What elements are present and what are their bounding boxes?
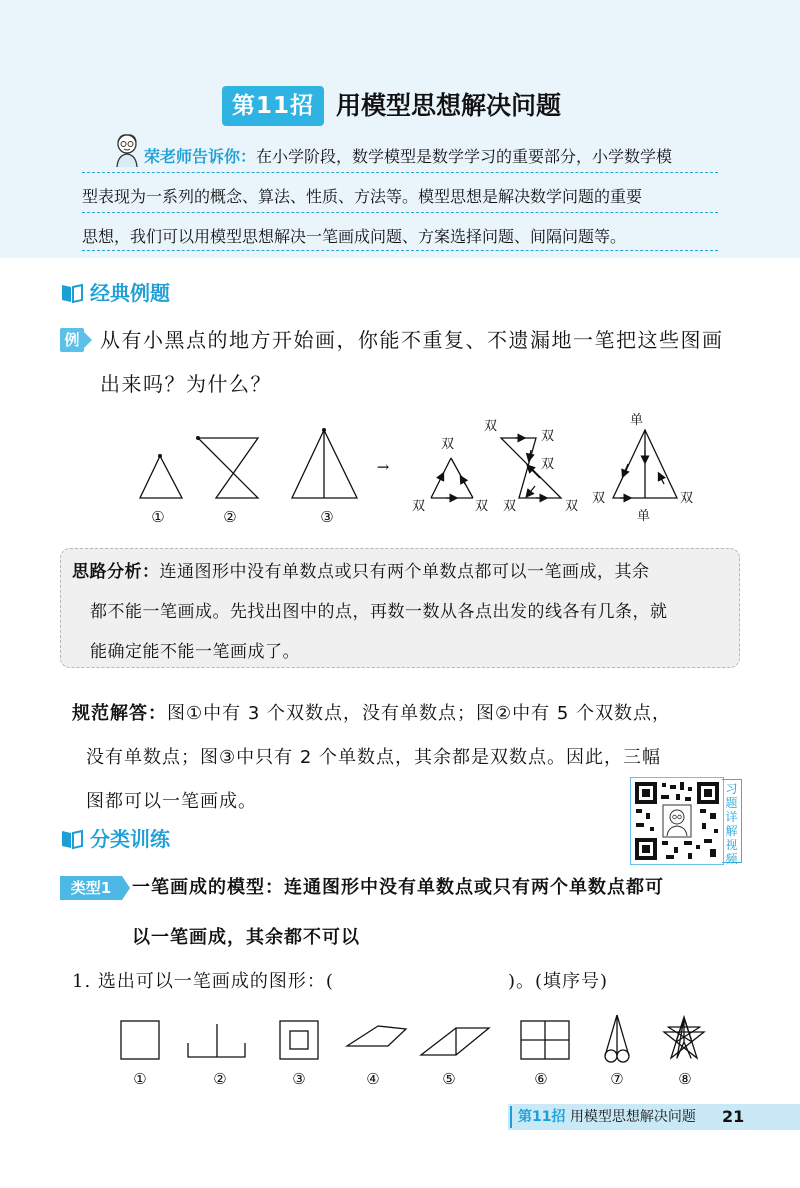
chapter-badge: 第11招 xyxy=(222,86,324,126)
footer-badge: 第11招 xyxy=(518,1109,566,1125)
even-label: 双 xyxy=(475,499,489,514)
even-label: 双 xyxy=(680,491,694,506)
even-label: 双 xyxy=(541,429,555,444)
start-dot xyxy=(158,454,162,458)
even-label: 双 xyxy=(592,491,606,506)
type-desc-line-2: 以一笔画成，其余都不可以 xyxy=(132,927,360,948)
answer-blank[interactable] xyxy=(372,966,502,998)
figure-quadrilateral xyxy=(347,1026,406,1046)
qr-video-tag: 习题详解视频 xyxy=(722,779,742,863)
even-label: 双 xyxy=(484,419,498,434)
even-label: 双 xyxy=(541,457,555,472)
solution-1 xyxy=(431,458,473,498)
book-icon xyxy=(60,282,84,304)
figure-label: ⑤ xyxy=(442,1070,456,1088)
answer-line-3: 图都可以一笔画成。 xyxy=(86,791,257,812)
figure-cone xyxy=(605,1015,629,1062)
solution-3 xyxy=(613,430,677,498)
analysis-line-3: 能确定能不能一笔画成了。 xyxy=(90,642,300,662)
start-dot xyxy=(196,436,200,440)
figure-parallelogram xyxy=(421,1028,489,1055)
tip-line-1: 在小学阶段，数学模型是数学学习的重要部分，小学数学模 xyxy=(256,147,673,166)
figure-label: ① xyxy=(151,508,165,526)
example-line-1: 从有小黑点的地方开始画，你能不重复、不遗漏地一笔把这些图画 xyxy=(100,328,724,352)
arrow-icon: → xyxy=(376,458,390,476)
figure-open-shape xyxy=(188,1024,245,1057)
footer-title: 用模型思想解决问题 xyxy=(569,1109,696,1125)
section-title-examples: 经典例题 xyxy=(90,281,170,305)
tip-line-3: 思想，我们可以用模型思想解决一笔画成问题、方案选择问题、间隔问题等。 xyxy=(82,227,627,246)
header-band xyxy=(0,0,800,258)
divider xyxy=(82,212,718,213)
badge-arrow xyxy=(122,876,130,900)
analysis-label: 思路分析： xyxy=(72,562,160,582)
odd-label: 单 xyxy=(637,509,651,524)
start-dot xyxy=(322,428,326,432)
answer-line-1: 图①中有 3 个双数点，没有单数点；图②中有 5 个双数点， xyxy=(167,703,672,724)
page-title: 用模型思想解决问题 xyxy=(336,91,562,120)
figure-label: ② xyxy=(223,508,237,526)
even-label: 双 xyxy=(412,499,426,514)
book-icon xyxy=(60,828,84,850)
figure-2 xyxy=(198,438,258,498)
figure-3 xyxy=(292,430,357,498)
question-1-suffix: )。(填序号) xyxy=(508,971,609,992)
badge-arrow xyxy=(84,332,92,348)
figure-label: ⑧ xyxy=(678,1070,692,1088)
even-label: 双 xyxy=(441,437,455,452)
example-badge: 例 xyxy=(60,328,84,352)
even-label: 双 xyxy=(565,499,579,514)
example-figures xyxy=(0,400,800,536)
type-desc-line-1: 一笔画成的模型：连通图形中没有单数点或只有两个单数点都可 xyxy=(132,877,664,898)
footer-separator xyxy=(510,1106,512,1128)
figure-label: ⑦ xyxy=(610,1070,624,1088)
tip-label: 荣老师告诉你： xyxy=(144,147,257,166)
figure-label: ③ xyxy=(292,1070,306,1088)
page-number: 21 xyxy=(722,1107,745,1126)
tip-line-2: 型表现为一系列的概念、算法、性质、方法等。模型思想是解决数学问题的重要 xyxy=(82,187,643,206)
figure-label: ③ xyxy=(320,508,334,526)
figure-label: ⑥ xyxy=(534,1070,548,1088)
example-line-2: 出来吗？为什么？ xyxy=(100,372,272,396)
figure-nested-squares xyxy=(280,1021,318,1059)
figure-1 xyxy=(140,456,182,498)
answer-line-2: 没有单数点；图③中只有 2 个单数点，其余都是双数点。因此，三幅 xyxy=(86,747,662,768)
question-1-prefix: 1. 选出可以一笔画成的图形：( xyxy=(72,971,334,992)
answer-label: 规范解答： xyxy=(72,703,167,724)
section-title-training: 分类训练 xyxy=(90,827,170,851)
figure-label: ④ xyxy=(366,1070,380,1088)
type-badge: 类型1 xyxy=(60,876,122,900)
analysis-line-2: 都不能一笔画成。先找出图中的点，再数一数从各点出发的线各有几条，就 xyxy=(90,602,668,622)
analysis-line-1: 连通图形中没有单数点或只有两个单数点都可以一笔画成，其余 xyxy=(159,562,650,582)
figure-label: ② xyxy=(213,1070,227,1088)
teacher-avatar-icon xyxy=(112,132,142,168)
divider xyxy=(82,172,718,173)
divider xyxy=(82,250,718,251)
question-figures xyxy=(0,1008,800,1094)
figure-square xyxy=(121,1021,159,1059)
qr-code[interactable] xyxy=(630,777,724,865)
odd-label: 单 xyxy=(630,413,644,428)
even-label: 双 xyxy=(503,499,517,514)
figure-label: ① xyxy=(133,1070,147,1088)
